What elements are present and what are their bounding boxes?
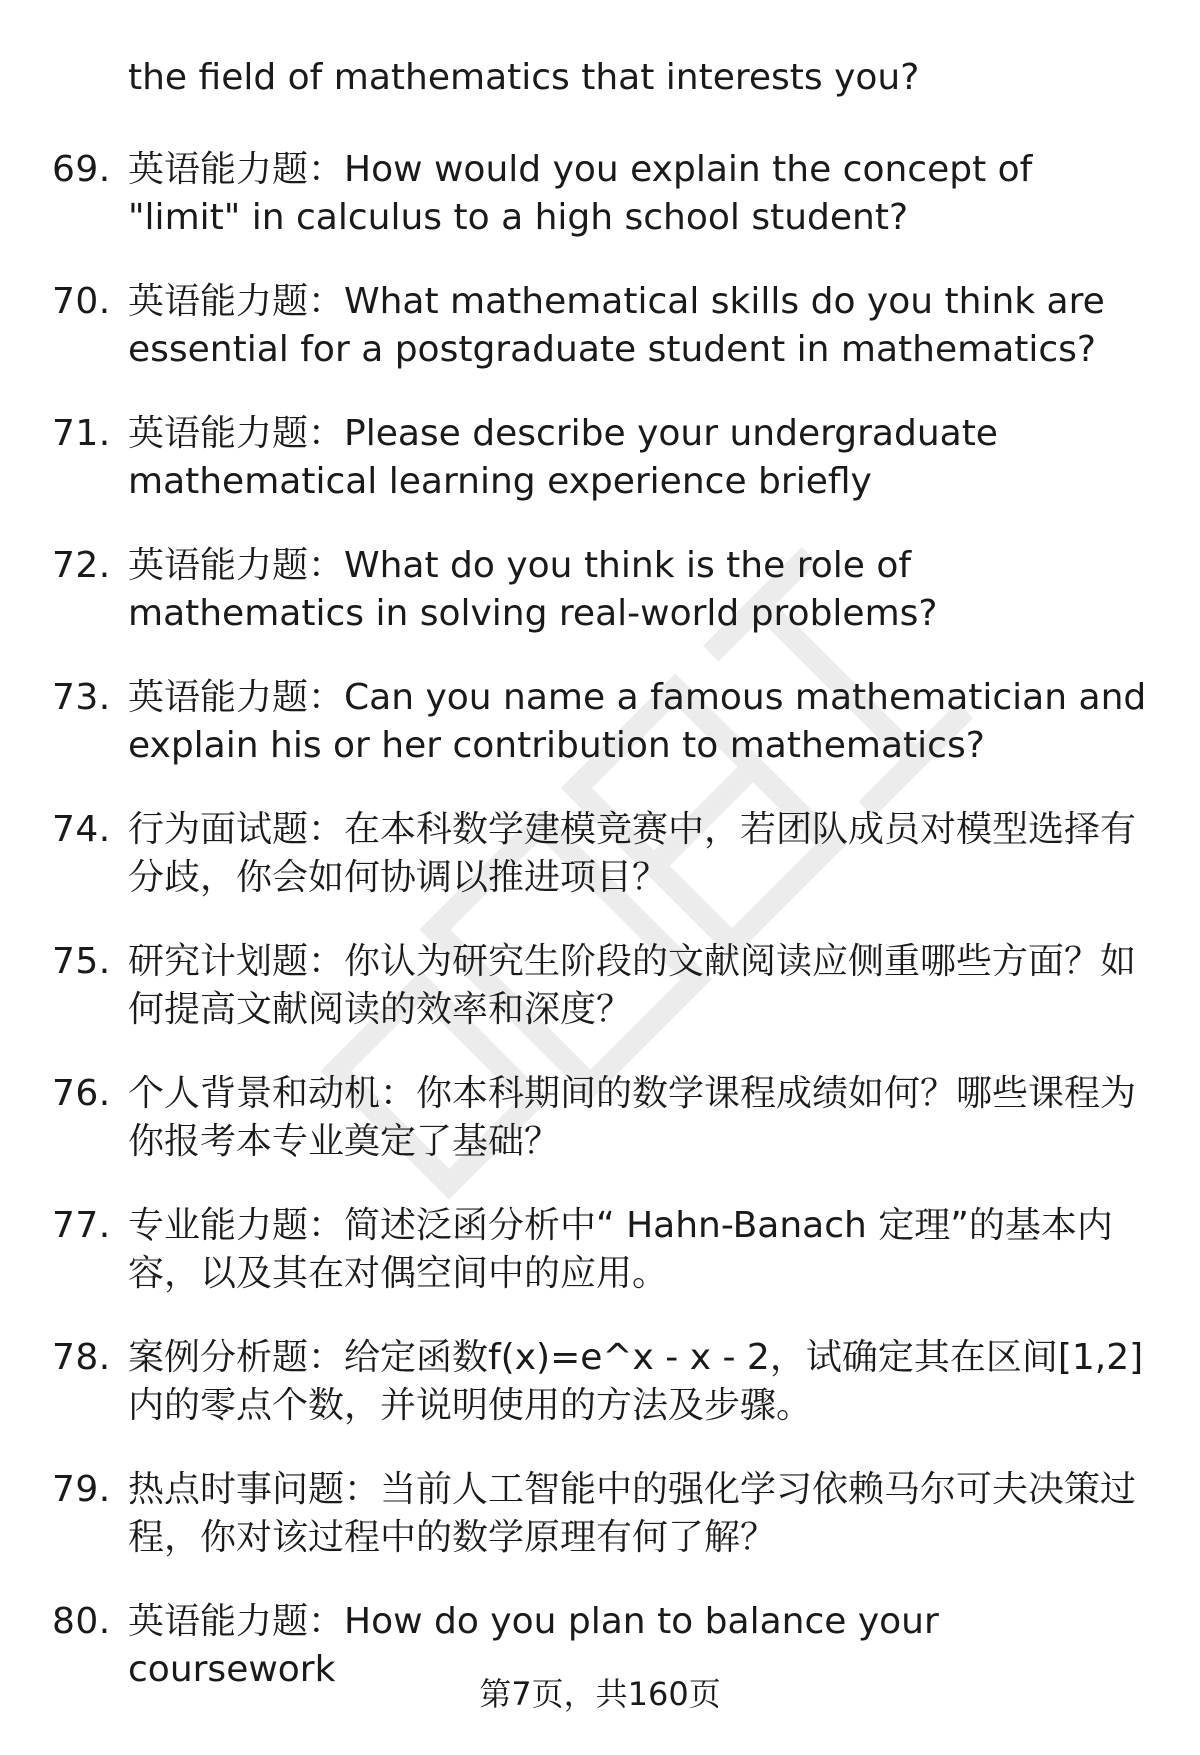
question-item <box>0 146 1200 242</box>
question-text: 英语能力题：What do you think is the role of mathematics in solving real-world problems? <box>128 545 938 634</box>
question-number: 74. <box>52 809 111 850</box>
question-number: 69. <box>52 149 111 190</box>
question-text: 行为面试题：在本科数学建模竞赛中，若团队成员对模型选择有分歧，你会如何协调以推进项目？ <box>128 809 1137 898</box>
question-number: 79. <box>52 1469 111 1510</box>
question-text: 英语能力题：How would you explain the concept of "limit" in calculus to a high school student? <box>128 149 1033 238</box>
question-text: 热点时事问题：当前人工智能中的强化学习依赖马尔可夫决策过程，你对该过程中的数学原理有何了解？ <box>128 1469 1137 1558</box>
question-item <box>0 1202 1200 1298</box>
question-number: 77. <box>52 1205 111 1246</box>
question-list <box>0 54 1200 1730</box>
question-number: 70. <box>52 281 111 322</box>
question-text: 英语能力题：Please describe your undergraduate mathematical learning experience briefly <box>128 413 998 502</box>
question-item <box>0 1070 1200 1166</box>
question-number: 78. <box>52 1337 111 1378</box>
question-item <box>0 410 1200 506</box>
question-text: 英语能力题：What mathematical skills do you think are essential for a postgraduate student in mathematics? <box>128 281 1105 370</box>
question-number: 80. <box>52 1601 111 1642</box>
question-number: 76. <box>52 1073 111 1114</box>
question-text: 研究计划题：你认为研究生阶段的文献阅读应侧重哪些方面？如何提高文献阅读的效率和深度？ <box>128 941 1137 1030</box>
question-item <box>0 806 1200 902</box>
question-item <box>0 542 1200 638</box>
question-number: 71. <box>52 413 111 454</box>
continued-question-text: the field of mathematics that interests you? <box>128 57 920 98</box>
question-item <box>0 1334 1200 1430</box>
question-item <box>0 1466 1200 1562</box>
question-number: 72. <box>52 545 111 586</box>
question-number: 73. <box>52 677 111 718</box>
question-item <box>0 674 1200 770</box>
question-item <box>0 938 1200 1034</box>
question-text: 英语能力题：How do you plan to balance your coursework <box>128 1601 939 1690</box>
question-text: 个人背景和动机：你本科期间的数学课程成绩如何？哪些课程为你报考本专业奠定了基础？ <box>128 1073 1137 1162</box>
page-footer: 第7页，共160页 <box>479 1675 721 1713</box>
question-text: 案例分析题：给定函数f(x)=e^x - x - 2，试确定其在区间[1,2]内的零点个数，并说明使用的方法及步骤。 <box>128 1337 1144 1426</box>
question-text: 英语能力题：Can you name a famous mathematician and explain his or her contribution to mathematics? <box>128 677 1147 766</box>
question-item <box>0 278 1200 374</box>
question-text: 专业能力题：简述泛函分析中“ Hahn-Banach 定理”的基本内容，以及其在对偶空间中的应用。 <box>128 1205 1113 1294</box>
question-number: 75. <box>52 941 111 982</box>
